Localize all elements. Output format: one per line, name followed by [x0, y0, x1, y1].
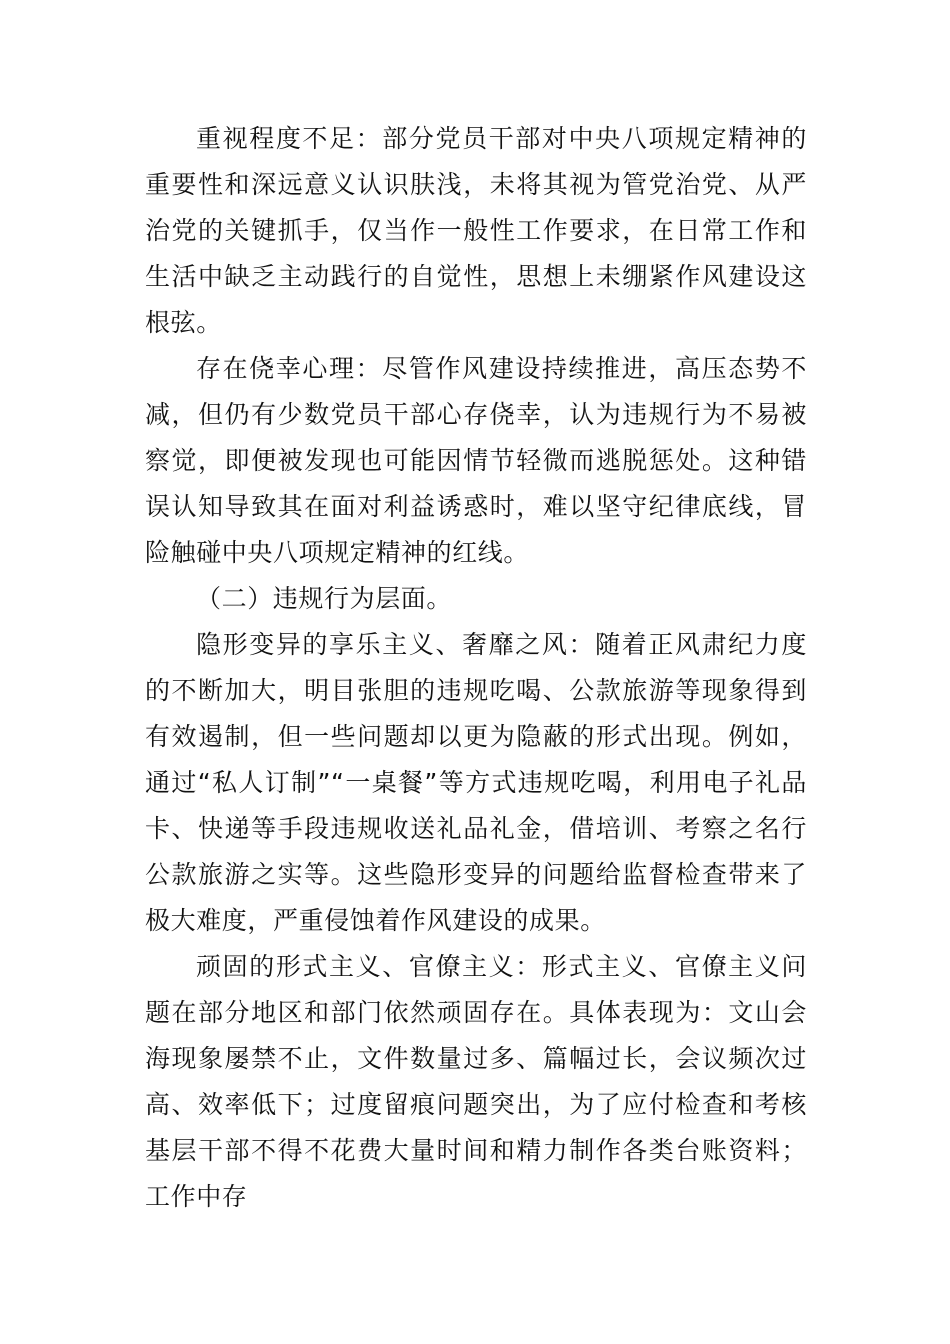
- paragraph-formalism-bureaucracy: 顽固的形式主义、官僚主义：形式主义、官僚主义问题在部分地区和部门依然顽固存在。具体表现为：文山会海现象屡禁不止，文件数量过多、篇幅过长，会议频次过高、效率低下；过度留痕问题突出，为了应付检查和考核基层干部不得不花费大量时间和精力制作各类台账资料；工作中存: [145, 952, 807, 1211]
- paragraph-hidden-hedonism: 隐形变异的享乐主义、奢靡之风：随着正风肃纪力度的不断加大，明目张胆的违规吃喝、公款旅游等现象得到有效遏制，但一些问题却以更为隐蔽的形式出现。例如，通过“私人订制”“一桌餐”等方式违规吃喝，利用电子礼品卡、快递等手段违规收送礼品礼金，借培训、考察之名行公款旅游之实等。这些隐形变异的问题给监督检查带来了极大难度，严重侵蚀着作风建设的成果。: [145, 630, 807, 935]
- document-page: [145, 116, 807, 1220]
- section-heading-violations: （二）违规行为层面。: [196, 584, 453, 613]
- paragraph-luck-mentality: 存在侥幸心理：尽管作风建设持续推进，高压态势不减，但仍有少数党员干部心存侥幸，认为违规行为不易被察觉，即便被发现也可能因情节轻微而逃脱惩处。这种错误认知导致其在面对利益诱惑时，难以坚守纪律底线，冒险触碰中央八项规定精神的红线。: [145, 354, 807, 567]
- paragraph-importance: 重视程度不足：部分党员干部对中央八项规定精神的重要性和深远意义认识肤浅，未将其视为管党治党、从严治党的关键抓手，仅当作一般性工作要求，在日常工作和生活中缺乏主动践行的自觉性，思想上未绷紧作风建设这根弦。: [145, 124, 807, 337]
